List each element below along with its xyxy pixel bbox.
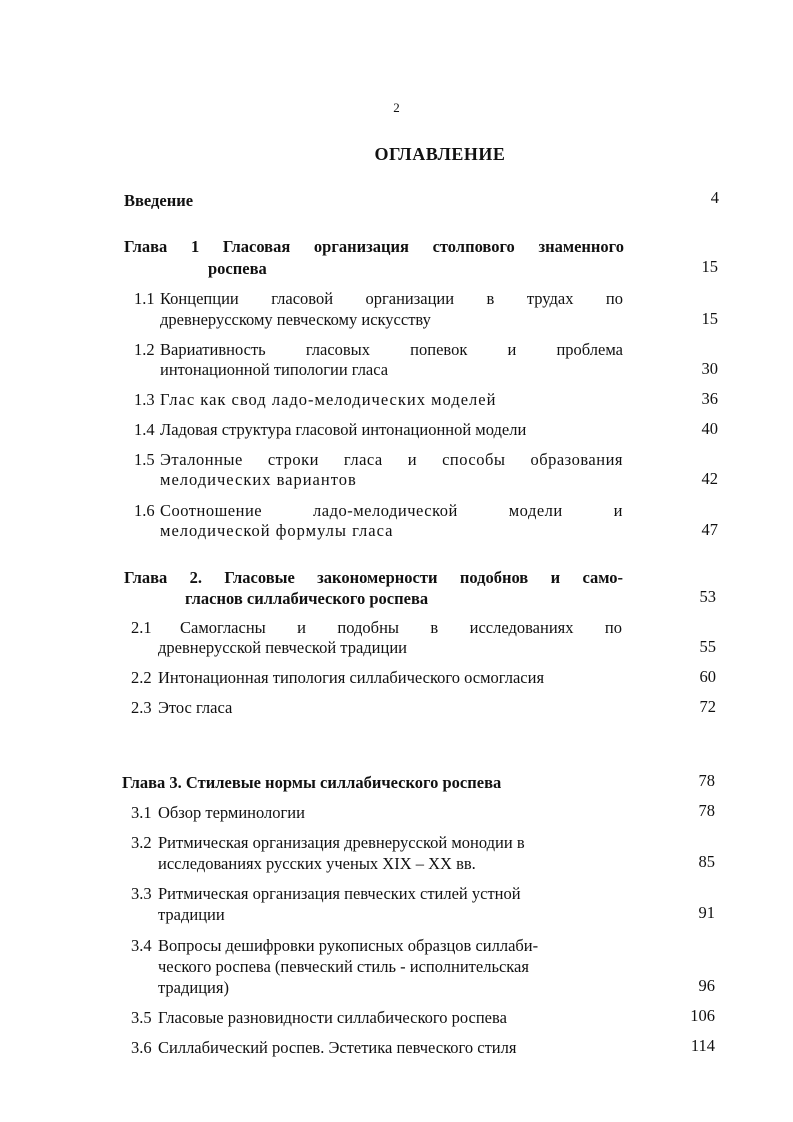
toc-item-text-cont: традиция) — [158, 978, 229, 997]
toc-item-text-cont: интонационной типологии гласа — [160, 360, 389, 379]
toc-item-num: 1.1 — [134, 289, 155, 308]
toc-item-num: 3.6 — [131, 1038, 152, 1057]
toc-item-text: Глас как свод ладо-мелодических моделей — [160, 390, 497, 409]
toc-entry-label: Введение — [124, 191, 194, 210]
toc-item-num: 2.3 — [131, 698, 152, 717]
toc-page-number: 15 — [701, 309, 718, 328]
chapter-1-title-cont: роспева — [208, 259, 267, 278]
toc-page-number: 78 — [698, 801, 715, 820]
toc-item-text: Концепции гласовой организации в трудах по — [160, 289, 623, 308]
toc-item-text: Ладовая структура гласовой интонационной модели — [160, 420, 527, 439]
toc-title: ОГЛАВЛЕНИЕ — [374, 144, 506, 164]
toc-item-text-cont: мелодической формулы гласа — [160, 521, 394, 540]
toc-page-number: 55 — [699, 637, 716, 656]
toc-page-number: 85 — [698, 852, 715, 871]
toc-item-num: 3.5 — [131, 1008, 152, 1027]
toc-page-number: 114 — [690, 1036, 715, 1055]
toc-item-text-cont: древнерусскому певческому искусству — [160, 310, 431, 329]
toc-page-number: 72 — [699, 697, 716, 716]
toc-page-number: 106 — [690, 1006, 715, 1025]
toc-page-number: 78 — [698, 771, 715, 790]
toc-item-text: Самогласны и подобны в исследованиях по — [180, 618, 622, 637]
toc-item-num: 2.2 — [131, 668, 152, 687]
toc-page-number: 42 — [701, 469, 718, 488]
toc-item-text: Этос гласа — [158, 698, 233, 717]
toc-item-num: 3.3 — [131, 884, 152, 903]
toc-item-text: Интонационная типология силлабического осмогласия — [158, 668, 545, 687]
toc-item-text-cont: древнерусской певческой традиции — [158, 638, 407, 657]
toc-page-number: 36 — [701, 389, 718, 408]
toc-item-text: Вопросы дешифровки рукописных образцов силлаби- — [158, 936, 539, 955]
toc-item-text: Вариативность гласовых попевок и проблема — [160, 340, 623, 359]
toc-page-number: 30 — [701, 359, 718, 378]
toc-item-num: 1.2 — [134, 340, 155, 359]
toc-item-num: 3.2 — [131, 833, 152, 852]
toc-page-number: 4 — [710, 188, 719, 207]
toc-item-text: Соотношение ладо-мелодической модели и — [160, 501, 623, 520]
toc-item-text-cont: ческого роспева (певческий стиль - исполнительская — [158, 957, 529, 976]
toc-item-text-cont: исследованиях русских ученых XIX – XX вв. — [158, 854, 476, 873]
toc-page-number: 47 — [701, 520, 718, 539]
toc-item-num: 3.4 — [131, 936, 152, 955]
toc-item-num: 1.4 — [134, 420, 155, 439]
chapter-2-title: Глава 2. Гласовые закономерности подобнов и само- — [124, 568, 623, 587]
toc-entry-intro — [124, 190, 193, 211]
chapter-3-title: Глава 3. Стилевые нормы силлабического роспева — [122, 773, 502, 792]
toc-item-text: Ритмическая организация древнерусской монодии в — [158, 833, 525, 852]
toc-item-num: 3.1 — [131, 803, 152, 822]
toc-item-text: Силлабический роспев. Эстетика певческого стиля — [158, 1038, 517, 1057]
toc-page-number: 91 — [698, 903, 715, 922]
toc-item-num: 1.3 — [134, 390, 155, 409]
toc-page-number: 96 — [698, 976, 715, 995]
toc-item-text-cont: традиции — [158, 905, 225, 924]
toc-item-num: 1.5 — [134, 450, 155, 469]
toc-item-text: Эталонные строки гласа и способы образования — [160, 450, 623, 469]
toc-item-text: Обзор терминологии — [158, 803, 305, 822]
toc-page-number: 15 — [701, 257, 718, 276]
toc-page-number: 40 — [701, 419, 718, 438]
page-number: 2 — [393, 100, 400, 115]
chapter-2-title-cont: гласнов силлабического роспева — [185, 589, 429, 608]
toc-page-number: 53 — [699, 587, 716, 606]
toc-item-text: Гласовые разновидности силлабического роспева — [158, 1008, 507, 1027]
toc-item-text: Ритмическая организация певческих стилей устной — [158, 884, 521, 903]
toc-item-num: 1.6 — [134, 501, 155, 520]
toc-item-num: 2.1 — [131, 618, 152, 637]
toc-page-number: 60 — [699, 667, 716, 686]
chapter-1-title: Глава 1 Гласовая организация столпового знаменного — [124, 237, 624, 256]
toc-item-text-cont: мелодических вариантов — [160, 470, 357, 489]
